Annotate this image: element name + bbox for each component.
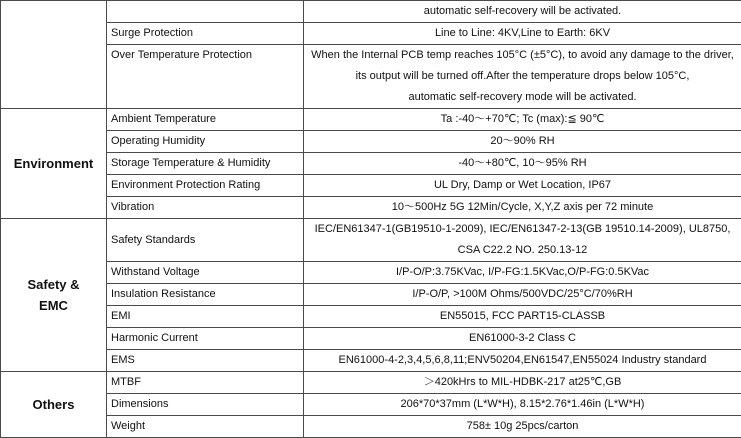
row-label-insulation: Insulation Resistance xyxy=(107,284,304,306)
table-row xyxy=(1,109,741,131)
table-row xyxy=(1,328,741,350)
table-row xyxy=(1,284,741,306)
group-emc-label: EMC xyxy=(5,295,102,316)
table-row xyxy=(1,45,741,109)
safety-standards-line-1: IEC/EN61347-1(GB19510-1-2009), IEC/EN61347-2-13(GB 19510.14-2009), UL8750, xyxy=(308,219,737,240)
row-label-protection-rating: Environment Protection Rating xyxy=(107,175,304,197)
table-row xyxy=(1,175,741,197)
row-value-harmonic: EN61000-3-2 Class C xyxy=(304,328,741,350)
row-label-storage: Storage Temperature & Humidity xyxy=(107,153,304,175)
row-label-empty xyxy=(107,1,304,23)
row-value-insulation: I/P-O/P, >100M Ohms/500VDC/25°C/70%RH xyxy=(304,284,741,306)
row-value-protection-rating: UL Dry, Damp or Wet Location, IP67 xyxy=(304,175,741,197)
row-label-harmonic: Harmonic Current xyxy=(107,328,304,350)
group-others: Others xyxy=(1,372,107,438)
row-label-emi: EMI xyxy=(107,306,304,328)
table-row xyxy=(1,131,741,153)
row-label-mtbf: MTBF xyxy=(107,372,304,394)
row-label-humidity: Operating Humidity xyxy=(107,131,304,153)
table-row xyxy=(1,306,741,328)
row-label-ems: EMS xyxy=(107,350,304,372)
row-label-surge: Surge Protection xyxy=(107,23,304,45)
row-label-safety-standards: Safety Standards xyxy=(107,219,304,262)
row-value-dimensions: 206*70*37mm (L*W*H), 8.15*2.76*1.46in (L*W*H) xyxy=(304,394,741,416)
row-value-vibration: 10～500Hz 5G 12Min/Cycle, X,Y,Z axis per 72 minute xyxy=(304,197,741,219)
table-row xyxy=(1,372,741,394)
row-value-storage: -40～+80℃, 10～95% RH xyxy=(304,153,741,175)
row-label-vibration: Vibration xyxy=(107,197,304,219)
safety-standards-line-2: CSA C22.2 NO. 250.13-12 xyxy=(308,240,737,261)
table-row xyxy=(1,262,741,284)
table-row xyxy=(1,23,741,45)
group-cell-protection xyxy=(1,1,107,109)
group-safety-emc xyxy=(1,219,107,372)
group-safety-label: Safety & xyxy=(5,274,102,295)
row-value-otp xyxy=(304,45,741,109)
row-value-weight: 758± 10g 25pcs/carton xyxy=(304,416,741,438)
group-environment: Environment xyxy=(1,109,107,219)
table-row xyxy=(1,350,741,372)
table-row xyxy=(1,1,741,23)
row-value-safety-standards xyxy=(304,219,741,262)
row-label-withstand: Withstand Voltage xyxy=(107,262,304,284)
otp-line-2: its output will be turned off.After the temperature drops below 105°C, xyxy=(308,66,737,87)
row-value-mtbf: ＞420kHrs to MIL-HDBK-217 at25℃,GB xyxy=(304,372,741,394)
otp-line-1: When the Internal PCB temp reaches 105°C (±5°C), to avoid any damage to the driver, xyxy=(308,45,737,66)
table-row xyxy=(1,219,741,262)
row-label-dimensions: Dimensions xyxy=(107,394,304,416)
table-row xyxy=(1,394,741,416)
row-label-weight: Weight xyxy=(107,416,304,438)
row-value-ambient: Ta :-40～+70℃; Tc (max):≦ 90℃ xyxy=(304,109,741,131)
row-value-humidity: 20～90% RH xyxy=(304,131,741,153)
table-row xyxy=(1,197,741,219)
row-label-ambient: Ambient Temperature xyxy=(107,109,304,131)
row-label-otp: Over Temperature Protection xyxy=(107,45,304,109)
table-row xyxy=(1,416,741,438)
row-value-withstand: I/P-O/P:3.75KVac, I/P-FG:1.5KVac,O/P-FG:0.5KVac xyxy=(304,262,741,284)
row-value-surge: Line to Line: 4KV,Line to Earth: 6KV xyxy=(304,23,741,45)
row-value-emi: EN55015, FCC PART15-CLASSB xyxy=(304,306,741,328)
otp-line-3: automatic self-recovery mode will be activated. xyxy=(308,87,737,108)
recovery-continuation: automatic self-recovery will be activated. xyxy=(304,1,741,23)
table-row xyxy=(1,153,741,175)
row-value-ems: EN61000-4-2,3,4,5,6,8,11;ENV50204,EN61547,EN55024 Industry standard xyxy=(304,350,741,372)
